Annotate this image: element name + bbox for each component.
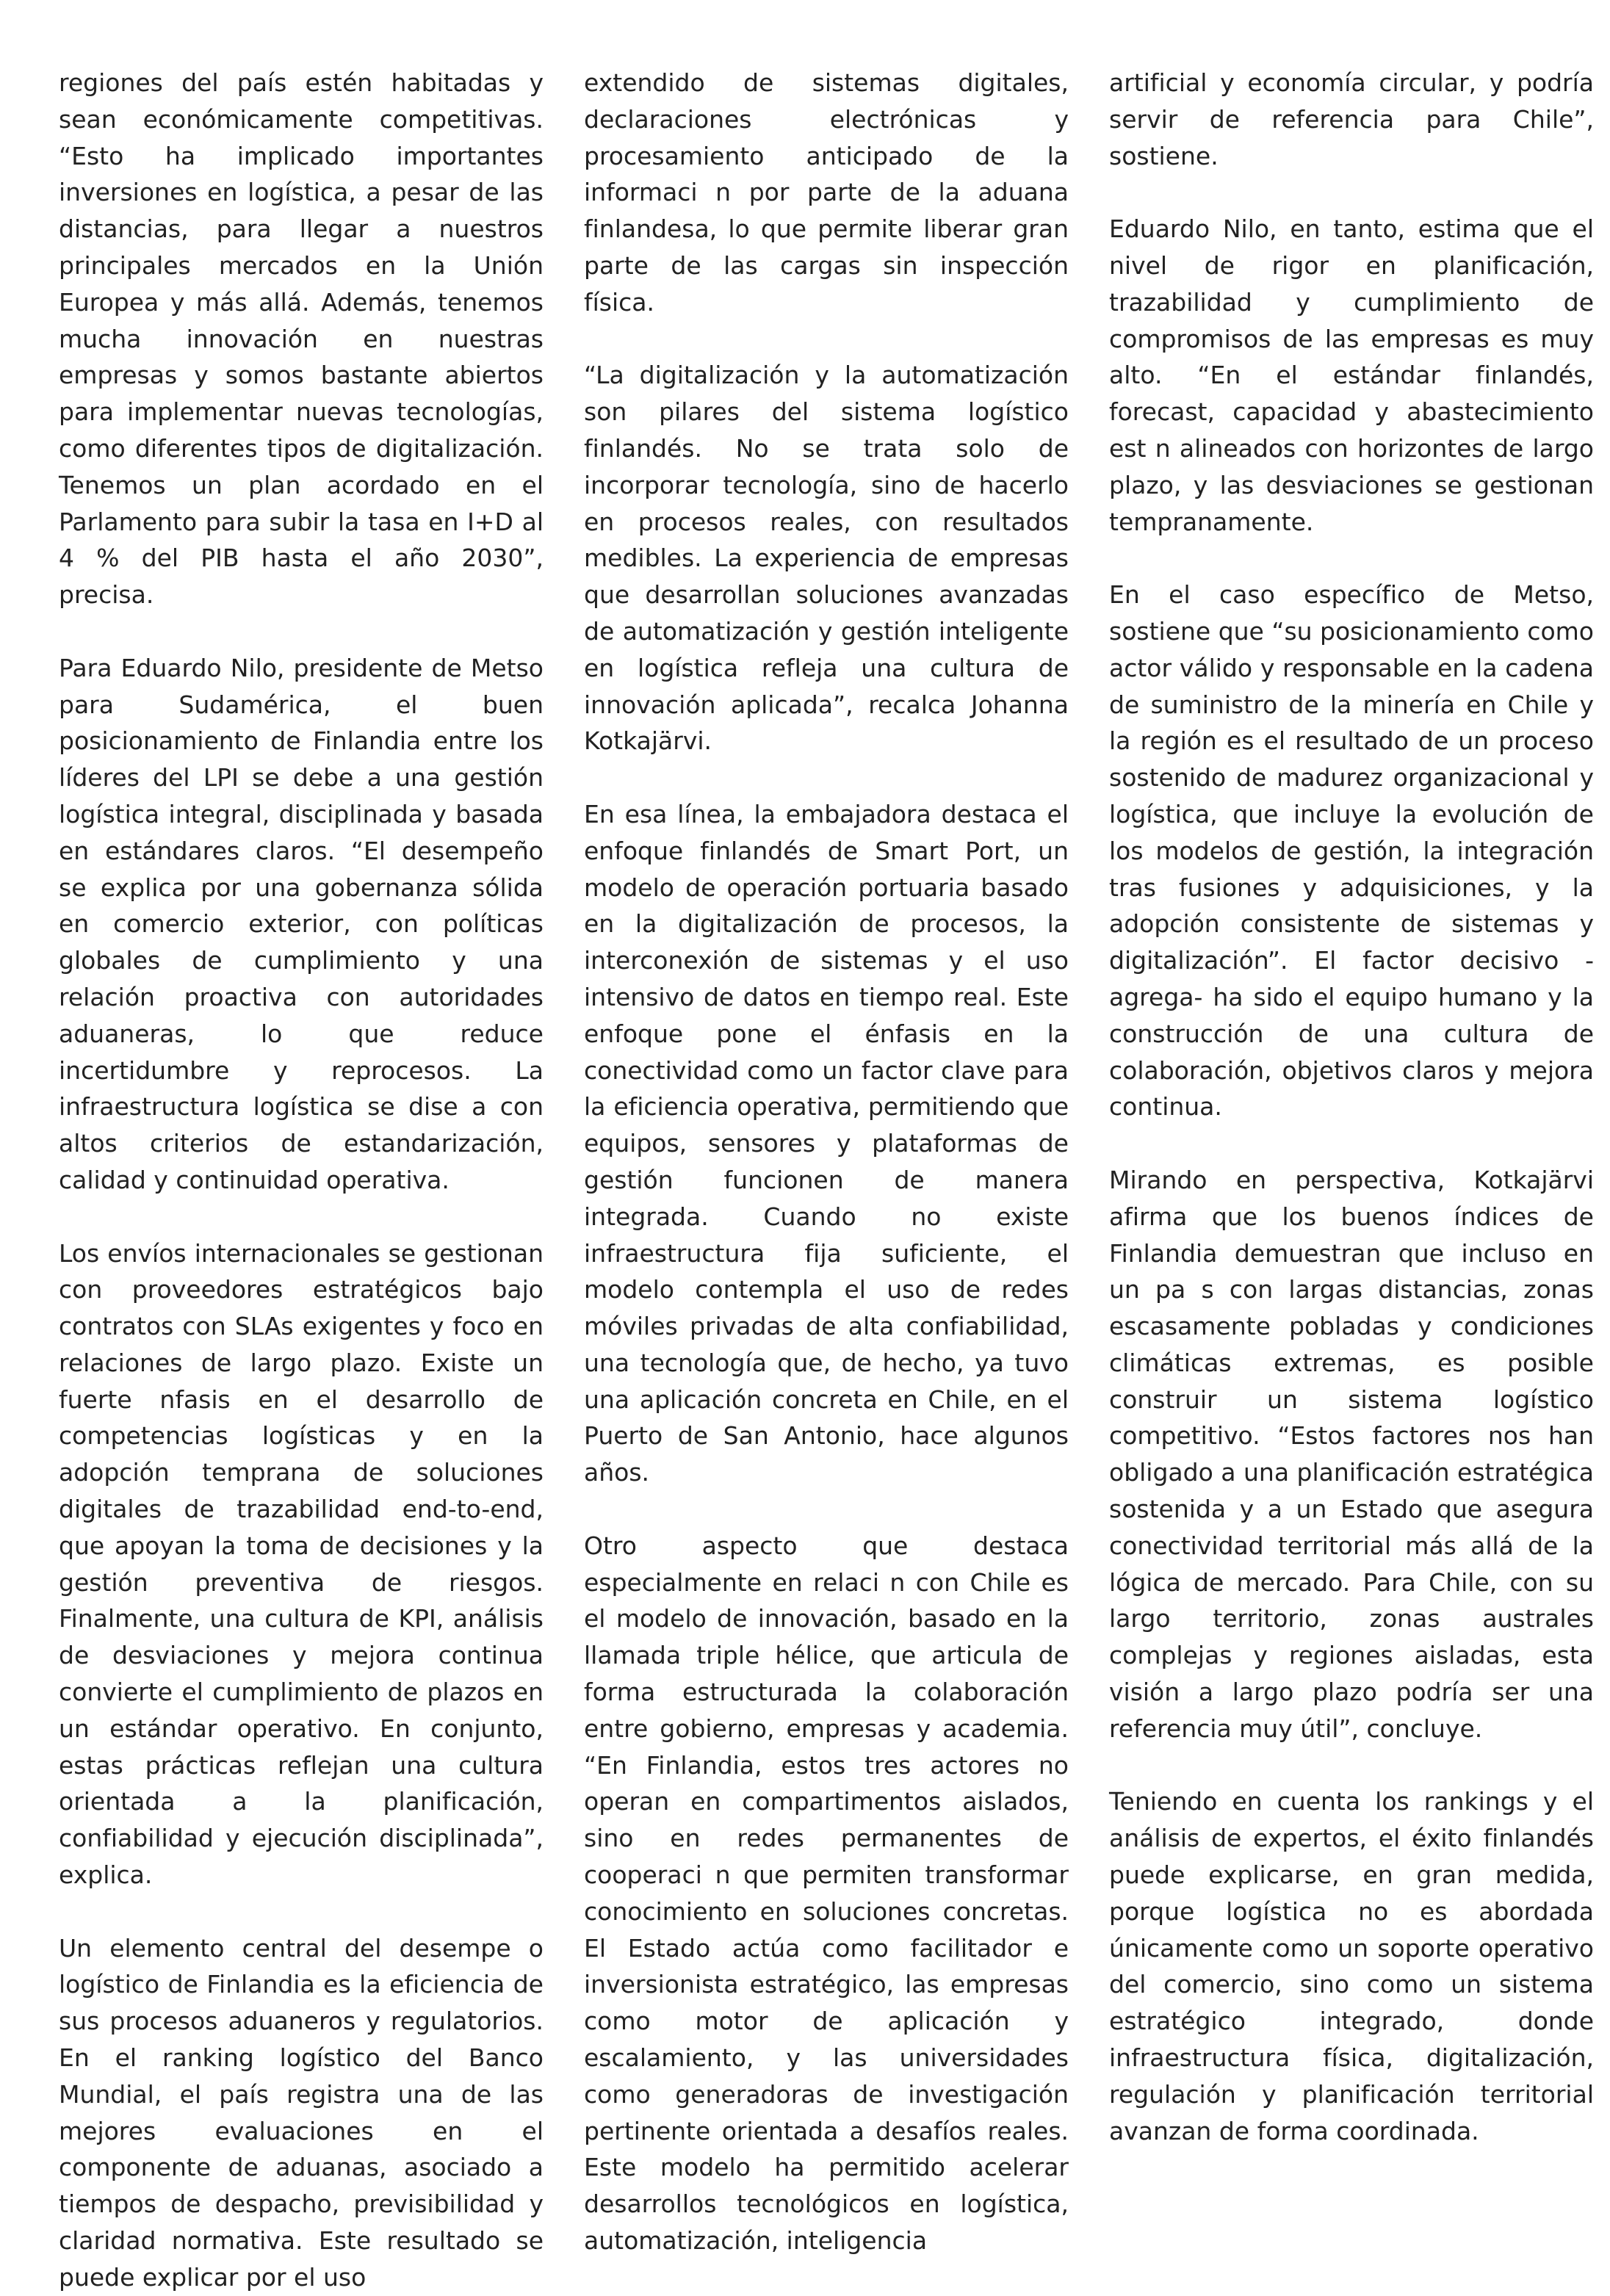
paragraph: artificial y economía circular, y podría servir de referencia para Chile”, sostiene. (1109, 68, 1594, 170)
article-column-2 (584, 65, 1069, 2256)
paragraph: Eduardo Nilo, en tanto, estima que el nivel de rigor en planificación, trazabilidad y cumplimiento de compromisos de las empresas es muy alto. “En el estándar finlandés, forecast, capacidad y abastecimiento est n alineados con horizontes de largo plazo, y las desviaciones se gestionan tempranamente. (1109, 214, 1594, 536)
paragraph: extendido de sistemas digitales, declaraciones electrónicas y procesamiento anticipado de la informaci n por parte de la aduana finlandesa, lo que permite liberar gran parte de las cargas sin inspección física. (584, 68, 1069, 317)
paragraph: En el caso específico de Metso, sostiene que “su posicionamiento como actor válido y responsable en la cadena de suministro de la minería en Chile y la región es el resultado de un proceso sostenido de madurez organizacional y logística, que incluye la evolución de los modelos de gestión, la integración tras fusiones y adquisiciones, y la adopción consistente de sistemas y digitalización”. El factor decisivo -agrega- ha sido el equipo humano y la construcción de una cultura de colaboración, objetivos claros y mejora continua. (1109, 580, 1594, 1122)
paragraph: En esa línea, la embajadora destaca el enfoque finlandés de Smart Port, un modelo de operación portuaria basado en la digitalización de procesos, la interconexión de sistemas y el uso intensivo de datos en tiempo real. Este enfoque pone el énfasis en la conectividad como un factor clave para la eficiencia operativa, permitiendo que equipos, sensores y plataformas de gestión funcionen de manera integrada. Cuando no existe infraestructura fija suficiente, el modelo contempla el uso de redes móviles privadas de alta confiabilidad, una tecnología que, de hecho, ya tuvo una aplicación concreta en Chile, en el Puerto de San Antonio, hace algunos años. (584, 799, 1069, 1487)
paragraph: Teniendo en cuenta los rankings y el análisis de expertos, el éxito finlandés puede explicarse, en gran medida, porque logística no es abordada únicamente como un soporte operativo del comercio, sino como un sistema estratégico integrado, donde infraestructura física, digitalización, regulación y planificación territorial avanzan de forma coordinada. (1109, 1787, 1594, 2145)
paragraph: regiones del país estén habitadas y sean económicamente competitivas. “Esto ha implicado importantes inversiones en logística, a pesar de las distancias, para llegar a nuestros principales mercados en la Unión Europea y más allá. Además, tenemos mucha innovación en nuestras empresas y somos bastante abiertos para implementar nuevas tecnologías, como diferentes tipos de digitalización. Tenemos un plan acordado en el Parlamento para subir la tasa en I+D al 4 % del PIB hasta el año 2030”, precisa. (59, 68, 544, 610)
paragraph: Otro aspecto que destaca especialmente en relaci n con Chile es el modelo de innovación, basado en la llamada triple hélice, que articula de forma estructurada la colaboración entre gobierno, empresas y academia. “En Finlandia, estos tres actores no operan en compartimentos aislados, sino en redes permanentes de cooperaci n que permiten transformar conocimiento en soluciones concretas. El Estado actúa como facilitador e inversionista estratégico, las empresas como motor de aplicación y escalamiento, y las universidades como generadoras de investigación pertinente orientada a desafíos reales. Este modelo ha permitido acelerar desarrollos tecnológicos en logística, automatización, inteligencia (584, 1531, 1069, 2256)
paragraph: Los envíos internacionales se gestionan con proveedores estratégicos bajo contratos con SLAs exigentes y foco en relaciones de largo plazo. Existe un fuerte nfasis en el desarrollo de competencias logísticas y en la adopción temprana de soluciones digitales de trazabilidad end-to-end, que apoyan la toma de decisiones y la gestión preventiva de riesgos. Finalmente, una cultura de KPI, análisis de desviaciones y mejora continua convierte el cumplimiento de plazos en un estándar operativo. En conjunto, estas prácticas reflejan una cultura orientada a la planificación, confiabilidad y ejecución disciplinada”, explica. (59, 1238, 544, 1890)
paragraph: Para Eduardo Nilo, presidente de Metso para Sudamérica, el buen posicionamiento de Finlandia entre los líderes del LPI se debe a una gestión logística integral, disciplinada y basada en estándares claros. “El desempeño se explica por una gobernanza sólida en comercio exterior, con políticas globales de cumplimiento y una relación proactiva con autoridades aduaneras, lo que reduce incertidumbre y reprocesos. La infraestructura logística se dise a con altos criterios de estandarización, calidad y continuidad operativa. (59, 653, 544, 1194)
article-column-1 (59, 65, 544, 2292)
paragraph: Un elemento central del desempe o logístico de Finlandia es la eficiencia de sus procesos aduaneros y regulatorios. En el ranking logístico del Banco Mundial, el país registra una de las mejores evaluaciones en el componente de aduanas, asociado a tiempos de despacho, previsibilidad y claridad normativa. Este resultado se puede explicar por el uso (59, 1933, 544, 2292)
paragraph: Mirando en perspectiva, Kotkajärvi afirma que los buenos índices de Finlandia demuestran que incluso en un pa s con largas distancias, zonas escasamente pobladas y condiciones climáticas extremas, es posible construir un sistema logístico competitivo. “Estos factores nos han obligado a una planificación estratégica sostenida y a un Estado que asegura conectividad territorial más allá de la lógica de mercado. Para Chile, con su largo territorio, zonas australes complejas y regiones aisladas, esta visión a largo plazo podría ser una referencia muy útil”, concluye. (1109, 1165, 1594, 1743)
article-column-3 (1109, 65, 1594, 2145)
paragraph: “La digitalización y la automatización son pilares del sistema logístico finlandés. No se trata solo de incorporar tecnología, sino de hacerlo en procesos reales, con resultados medibles. La experiencia de empresas que desarrollan soluciones avanzadas de automatización y gestión inteligente en logística refleja una cultura de innovación aplicada”, recalca Johanna Kotkajärvi. (584, 361, 1069, 756)
